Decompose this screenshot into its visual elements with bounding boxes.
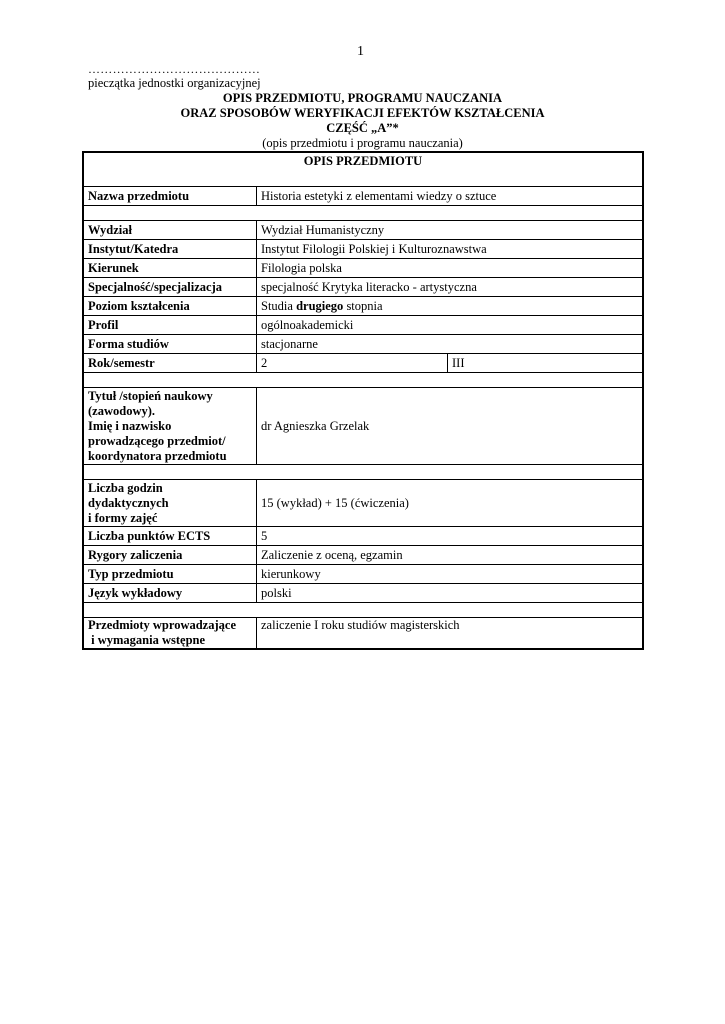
label-line: Imię i nazwisko — [88, 418, 172, 433]
course-description-table — [82, 151, 644, 650]
label-forma: Forma studiów — [83, 335, 257, 354]
label-line: Przedmioty wprowadzające — [88, 618, 236, 632]
label-profil: Profil — [83, 316, 257, 335]
label-line: (zawodowy). — [88, 403, 156, 418]
label-nazwa: Nazwa przedmiotu — [83, 187, 257, 206]
label-ects: Liczba punktów ECTS — [83, 527, 257, 546]
label-rygory: Rygory zaliczenia — [83, 546, 257, 565]
document-titles — [0, 91, 725, 151]
label-instytut: Instytut/Katedra — [83, 240, 257, 259]
stamp-dots: …………………………………… — [88, 62, 261, 76]
label-jezyk: Język wykładowy — [83, 584, 257, 603]
value-prowadzacy: dr Agnieszka Grzelak — [257, 388, 644, 465]
stamp-label: pieczątka jednostki organizacyjnej — [88, 76, 261, 90]
spacer-row — [83, 603, 643, 618]
label-typ: Typ przedmiotu — [83, 565, 257, 584]
value-rygory: Zaliczenie z oceną, egzamin — [257, 546, 644, 565]
value-godziny: 15 (wykład) + 15 (ćwiczenia) — [257, 480, 644, 527]
value-typ: kierunkowy — [257, 565, 644, 584]
value-semestr: III — [448, 354, 644, 373]
title-line-3: CZĘŚĆ „A”* — [326, 121, 399, 135]
value-nazwa: Historia estetyki z elementami wiedzy o sztuce — [257, 187, 644, 206]
label-rok: Rok/semestr — [83, 354, 257, 373]
title-line-4: (opis przedmiotu i programu nauczania) — [262, 136, 463, 150]
label-line: i wymagania wstępne — [88, 633, 206, 647]
value-jezyk: polski — [257, 584, 644, 603]
value-poziom-bold: drugiego — [296, 298, 344, 313]
label-line: Tytuł /stopień naukowy — [88, 388, 213, 403]
value-instytut: Instytut Filologii Polskiej i Kulturoznawstwa — [257, 240, 644, 259]
value-profil: ogólnoakademicki — [257, 316, 644, 335]
label-wydzial: Wydział — [83, 221, 257, 240]
spacer-row — [83, 206, 643, 221]
label-prowadzacy — [83, 388, 257, 465]
spacer-row — [83, 465, 643, 480]
table-header: OPIS PRZEDMIOTU — [83, 152, 643, 187]
value-wymagania: zaliczenie I roku studiów magisterskich — [257, 618, 644, 650]
label-wymagania — [83, 618, 257, 650]
value-ects: 5 — [257, 527, 644, 546]
label-godziny — [83, 480, 257, 527]
label-poziom: Poziom kształcenia — [83, 297, 257, 316]
value-rok: 2 — [257, 354, 448, 373]
value-poziom-pre: Studia — [261, 298, 297, 313]
label-kierunek: Kierunek — [83, 259, 257, 278]
value-kierunek: Filologia polska — [257, 259, 644, 278]
page-number: 1 — [357, 44, 364, 59]
label-specjalnosc: Specjalność/specjalizacja — [83, 278, 257, 297]
label-line: prowadzącego przedmiot/ — [88, 433, 226, 448]
value-wydzial: Wydział Humanistyczny — [257, 221, 644, 240]
value-specjalnosc: specjalność Krytyka literacko - artystyczna — [257, 278, 644, 297]
label-line: dydaktycznych — [88, 495, 169, 510]
value-poziom-post: stopnia — [343, 298, 383, 313]
value-forma: stacjonarne — [257, 335, 644, 354]
label-line: koordynatora przedmiotu — [88, 448, 227, 463]
value-poziom — [257, 297, 644, 316]
title-line-2: ORAZ SPOSOBÓW WERYFIKACJI EFEKTÓW KSZTAŁCENIA — [180, 106, 545, 120]
spacer-row — [83, 373, 643, 388]
label-line: i formy zajęć — [88, 510, 158, 525]
title-line-1: OPIS PRZEDMIOTU, PROGRAMU NAUCZANIA — [222, 91, 503, 105]
label-line: Liczba godzin — [88, 480, 163, 495]
